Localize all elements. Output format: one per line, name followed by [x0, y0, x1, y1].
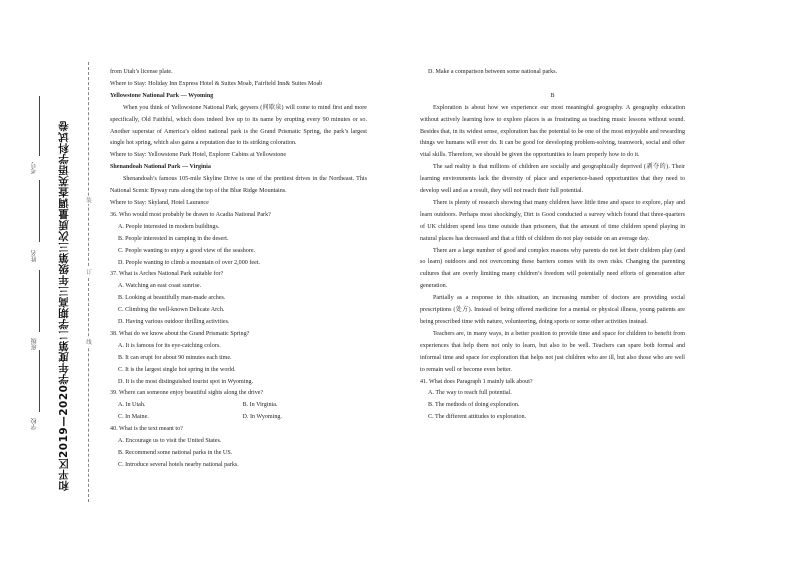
- passage-paragraph-6: Teachers are, in many ways, in a better position to provide time and space for children to benefit from experiences that help them not only to learn, but also to be well. Teachers can spare both formal and informal time and space for exploration that helps not just children who are ill, but also those who are well to remain well or become even better.: [420, 330, 685, 373]
- question-38-option-c[interactable]: C. It is the largest single hot spring in the world.: [118, 366, 236, 373]
- question-39-option-d[interactable]: D. In Wyoming.: [242, 414, 282, 421]
- question-37-option-b[interactable]: B. Looking at beautifully man-made arches.: [118, 295, 226, 302]
- question-40-option-a[interactable]: A. Encourage us to visit the United States.: [118, 438, 222, 445]
- question-38-option-a[interactable]: A. It is famous for its eye-catching colors.: [118, 342, 221, 349]
- question-41-option-a[interactable]: A. The way to reach full potential.: [428, 390, 512, 397]
- text-line: Where to Stay: Holiday Inn Express Hotel & Suites Moab, Fairfield Inn& Suites Moab: [110, 80, 323, 87]
- question-39-row-1: [110, 400, 367, 412]
- left-column: [110, 67, 367, 472]
- question-39-option-c[interactable]: C. In Maine.: [118, 414, 149, 421]
- question-40-option-c[interactable]: C. Introduce several hotels nearby national parks.: [118, 461, 239, 468]
- cut-char-2: 订: [84, 268, 94, 276]
- right-column: [420, 67, 685, 424]
- question-36-option-a[interactable]: A. People interested in modern buildings.: [118, 223, 220, 230]
- cut-char-3: 线: [84, 338, 94, 346]
- name-field-label: 姓名: [31, 250, 38, 262]
- exam-title-vertical: 和平区2019—2020学年度第二学期高三年级第三次质量调查英语学科试卷: [58, 120, 70, 492]
- question-37-option-a[interactable]: A. Watching an east coast sunrise.: [118, 283, 202, 290]
- passage-paragraph-2: The sad reality is that millions of children are socially and geographically deprived (剥夺的). Their learning environments lack the diversity of place and experience-based opportunities that they need to develop well and as a result, they will not reach their full potential.: [420, 164, 685, 195]
- passage-paragraph-4: There are a large number of good and complex reasons why parents do not let their children play (and so learn) outdoors and not overcoming these barriers comes with its own risks. Changing the parenting cultures that are overly limiting many children’s freedom will potentially need efforts of generation after generation.: [420, 247, 685, 290]
- park-heading-yellowstone: Yellowstone National Park — Wyoming: [110, 92, 214, 99]
- question-37-stem: 37. What is Arches National Park suitable for?: [110, 271, 224, 278]
- question-38-stem: 38. What do we know about the Grand Prismatic Spring?: [110, 330, 250, 337]
- exam-number-field-line[interactable]: [39, 96, 40, 156]
- question-37-option-c[interactable]: C. Climbing the well-known Delicate Arch.: [118, 307, 225, 314]
- question-41-option-b[interactable]: B. The methods of doing exploration.: [428, 402, 520, 409]
- class-field-label: 班级: [31, 338, 38, 350]
- question-36-option-c[interactable]: C. People wanting to enjoy a good view of the seashore.: [118, 247, 256, 254]
- text-line: Where to Stay: Skyland, Hotel Laurance: [110, 199, 209, 206]
- question-40-option-d[interactable]: D. Make a comparison between some national parks.: [428, 69, 558, 75]
- question-39-row-2: [110, 412, 367, 424]
- name-field-line[interactable]: [39, 180, 40, 242]
- spacer: [420, 79, 685, 91]
- text-line: from Utah’s license plate.: [110, 69, 173, 75]
- question-38-option-d[interactable]: D. It is the most distinguished tourist spot in Wyoming.: [118, 378, 254, 385]
- passage-paragraph-3: There is plenty of research showing that many children have little time and space to explore, play and learn outdoors. Perhaps most shockingly, Dirt is Good conducted a survey which found that three-quarters of UK children spend less time outside than prisoners, that the amount of time children spend playing in natural places has decreased and that a fifth of children do not play outside on an average day.: [420, 199, 685, 242]
- question-38-option-b[interactable]: B. It can erupt for about 90 minutes each time.: [118, 354, 232, 361]
- question-39-stem: 39. Where can someone enjoy beautiful sights along the drive?: [110, 390, 264, 397]
- class-field-line[interactable]: [39, 270, 40, 332]
- text-line: Where to Stay: Yellowstone Park Hotel, Explorer Cabins at Yellowstone: [110, 152, 287, 159]
- section-label: B: [550, 92, 555, 99]
- question-39-option-a[interactable]: A. In Utah.: [118, 402, 146, 409]
- school-field-line[interactable]: [39, 350, 40, 412]
- question-39-option-b[interactable]: B. In Virginia.: [242, 402, 278, 409]
- question-40-stem: 40. What is the text meant to?: [110, 426, 183, 433]
- cut-line: [88, 62, 89, 502]
- question-41-stem: 41. What does Paragraph 1 mainly talk about?: [420, 378, 533, 385]
- question-40-option-b[interactable]: B. Recommend some national parks in the US.: [118, 450, 233, 456]
- question-37-option-d[interactable]: D. Having various outdoor thrilling activities.: [118, 319, 230, 326]
- school-field-label: 学校: [31, 418, 38, 430]
- question-36-option-b[interactable]: B. People interested in camping in the desert.: [118, 235, 229, 242]
- question-36-stem: 36. Who would most probably be drawn to Acadia National Park?: [110, 211, 271, 218]
- cut-char-1: 装: [84, 196, 94, 204]
- question-41-option-c[interactable]: C. The different attitudes to exploration.: [428, 414, 527, 421]
- exam-number-field-label: 考号: [31, 162, 38, 174]
- paragraph-yellowstone: When you think of Yellowstone National Park, geysers (间歇泉) will come to mind first and more specifically, Old Faithful, which does indeed live up to its name by erupting every 90 minutes or so. Another superstar of America’s oldest national park is the Grand Prismatic Spring, the park’s largest single hot spring, which also gains a reputation due to its striking coloration.: [110, 104, 367, 147]
- binding-margin: [0, 0, 108, 562]
- question-36-option-d[interactable]: D. People wanting to climb a mountain of over 2,000 feet.: [118, 259, 260, 266]
- paragraph-shenandoah: Shenandoah’s famous 105-mile Skyline Drive is one of the prettiest drives in the Northeast. This National Scenic Byway runs along the top of the Blue Ridge Mountains.: [110, 176, 367, 195]
- passage-paragraph-5: Partially as a response to this situation, an increasing number of doctors are providing social prescriptions (处方). Instead of being offered medicine for a mental or physical illness, young patients are being prescribed time with nature, volunteering, doing sports or some other activities instead.: [420, 295, 685, 326]
- passage-paragraph-1: Exploration is about how we experience our most meaningful geography. A geography education without actively learning how to explore places is as frustrating as teaching music lessons without sound. Besides that, in its widest sense, exploration has the potential to be one of the most enjoyable and rewarding things we humans will ever do. It can be good for developing problem-solving, teamwork, social and other vital skills. Therefore, we should be given the opportunities to learn properly how to do it.: [420, 104, 685, 159]
- park-heading-shenandoah: Shenandoah National Park — Virginia: [110, 164, 211, 171]
